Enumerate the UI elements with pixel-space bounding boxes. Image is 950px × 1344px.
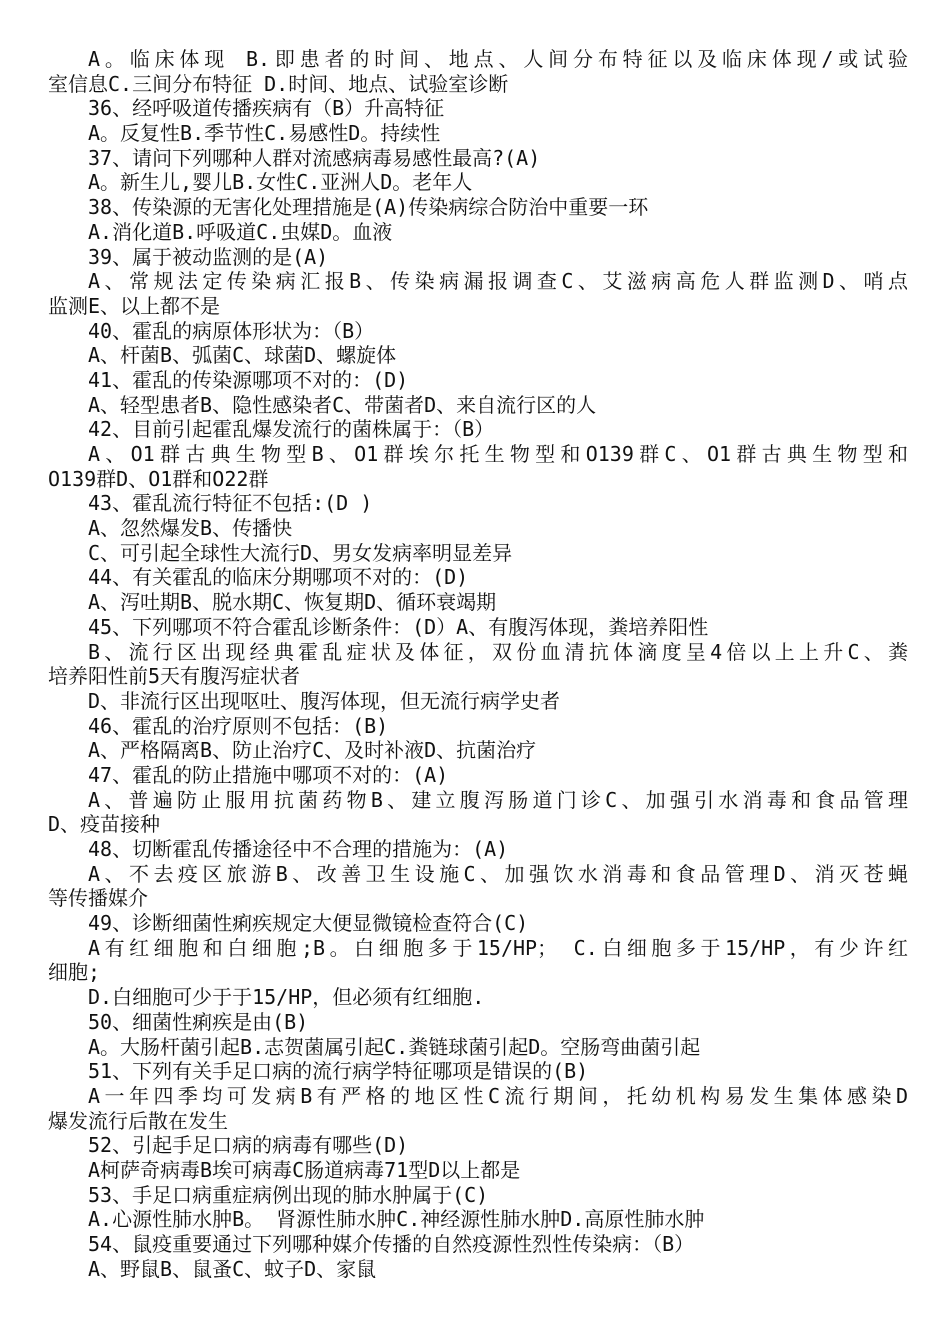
text-line: A、杆菌B、弧菌C、球菌D、螺旋体 — [88, 343, 397, 368]
text-line: 爆发流行后散在发生 — [48, 1108, 228, 1133]
text-line: B、流行区出现经典霍乱症状及体征，双份血清抗体滴度呈4倍以上上升C、粪 — [88, 639, 908, 664]
text-line: A、忽然爆发B、传播快 — [88, 516, 293, 541]
text-line: O139群D、O1群和O22群 — [48, 466, 269, 491]
text-line: A。新生儿,婴儿B.女性C.亚洲人D。老年人 — [88, 170, 473, 195]
text-line: 52、引起手足口病的病毒有哪些(D) — [88, 1133, 409, 1158]
text-line: 46、霍乱的治疗原则不包括：(B) — [88, 713, 389, 738]
text-line: 43、霍乱流行特征不包括:(D ) — [88, 491, 373, 516]
text-line: A、普遍防止服用抗菌药物B、建立腹泻肠道门诊C、加强引水消毒和食品管理 — [88, 787, 908, 812]
text-line: A、轻型患者B、隐性感染者C、带菌者D、来自流行区的人 — [88, 392, 597, 417]
text-line: 培养阳性前5天有腹泻症状者 — [48, 664, 301, 689]
text-line: 41、霍乱的传染源哪项不对的：(D) — [88, 367, 409, 392]
text-line: D、疫苗接种 — [48, 812, 161, 837]
text-line: D.白细胞可少于于15/HP，但必须有红细胞. — [88, 985, 485, 1010]
text-line: 51、下列有关手足口病的流行病学特征哪项是错误的(B) — [88, 1059, 589, 1084]
text-line: 47、霍乱的防止措施中哪项不对的：(A) — [88, 762, 449, 787]
text-line: 49、诊断细菌性痢疾规定大便显微镜检查符合(C) — [88, 911, 529, 936]
text-line: A、常规法定传染病汇报B、传染病漏报调查C、艾滋病高危人群监测D、哨点 — [88, 269, 908, 294]
text-line: A、O1群古典生物型B、O1群埃尔托生物型和O139群C、O1群古典生物型和 — [88, 442, 908, 466]
document-body — [48, 47, 908, 1281]
text-line: C、可引起全球性大流行D、男女发病率明显差异 — [88, 540, 513, 565]
text-line: 监测E、以上都不是 — [48, 293, 221, 318]
text-line: 50、细菌性痢疾是由(B) — [88, 1009, 309, 1034]
text-line: A、野鼠B、鼠蚤C、蚊子D、家鼠 — [88, 1256, 377, 1281]
text-line: 36、经呼吸道传播疾病有（B）升高特征 — [88, 96, 445, 121]
text-line: 细胞; — [48, 960, 101, 985]
text-line: 48、切断霍乱传播途径中不合理的措施为：(A) — [88, 837, 509, 861]
text-line: 38、传染源的无害化处理措施是(A)传染病综合防治中重要一环 — [88, 195, 649, 220]
text-line: 45、下列哪项不符合霍乱诊断条件：(D）A、有腹泻体现，粪培养阳性 — [88, 614, 709, 639]
text-line: 室信息C.三间分布特征 D.时间、地点、试验室诊断 — [48, 71, 509, 96]
text-line: 44、有关霍乱的临床分期哪项不对的：(D) — [88, 565, 469, 590]
text-line: A、不去疫区旅游B、改善卫生设施C、加强饮水消毒和食品管理D、消灭苍蝇 — [88, 861, 908, 886]
text-line: A、泻吐期B、脱水期C、恢复期D、循环衰竭期 — [88, 590, 497, 615]
text-line: A。临床体现 B.即患者的时间、地点、人间分布特征以及临床体现/或试验 — [88, 47, 908, 71]
text-line: 54、鼠疫重要通过下列哪种媒介传播的自然疫源性烈性传染病：（B） — [88, 1232, 695, 1256]
text-line: A一年四季均可发病B有严格的地区性C流行期间，托幼机构易发生集体感染D — [88, 1083, 908, 1108]
text-line: A柯萨奇病毒B埃可病毒C肠道病毒71型D以上都是 — [88, 1157, 521, 1182]
text-line: D、非流行区出现呕吐、腹泻体现，但无流行病学史者 — [88, 688, 561, 713]
text-line: 40、霍乱的病原体形状为：（B） — [88, 318, 375, 343]
text-line: A.心源性肺水肿B。 肾源性肺水肿C.神经源性肺水肿D.高原性肺水肿 — [88, 1207, 705, 1232]
text-line: 39、属于被动监测的是(A) — [88, 244, 329, 269]
text-line: A.消化道B.呼吸道C.虫媒D。血液 — [88, 219, 393, 244]
text-line: A有红细胞和白细胞;B。白细胞多于15/HP； C.白细胞多于15/HP，有少许红 — [88, 935, 908, 960]
text-line: A、严格隔离B、防止治疗C、及时补液D、抗菌治疗 — [88, 738, 537, 763]
text-line: A。反复性B.季节性C.易感性D。持续性 — [88, 121, 441, 146]
text-line: 37、请问下列哪种人群对流感病毒易感性最高?(A) — [88, 145, 541, 170]
text-line: A。大肠杆菌引起B.志贺菌属引起C.粪链球菌引起D。空肠弯曲菌引起 — [88, 1034, 701, 1059]
text-line: 等传播媒介 — [48, 886, 148, 911]
text-line: 53、手足口病重症病例出现的肺水肿属于(C) — [88, 1182, 489, 1207]
text-line: 42、目前引起霍乱爆发流行的菌株属于：（B） — [88, 417, 495, 442]
